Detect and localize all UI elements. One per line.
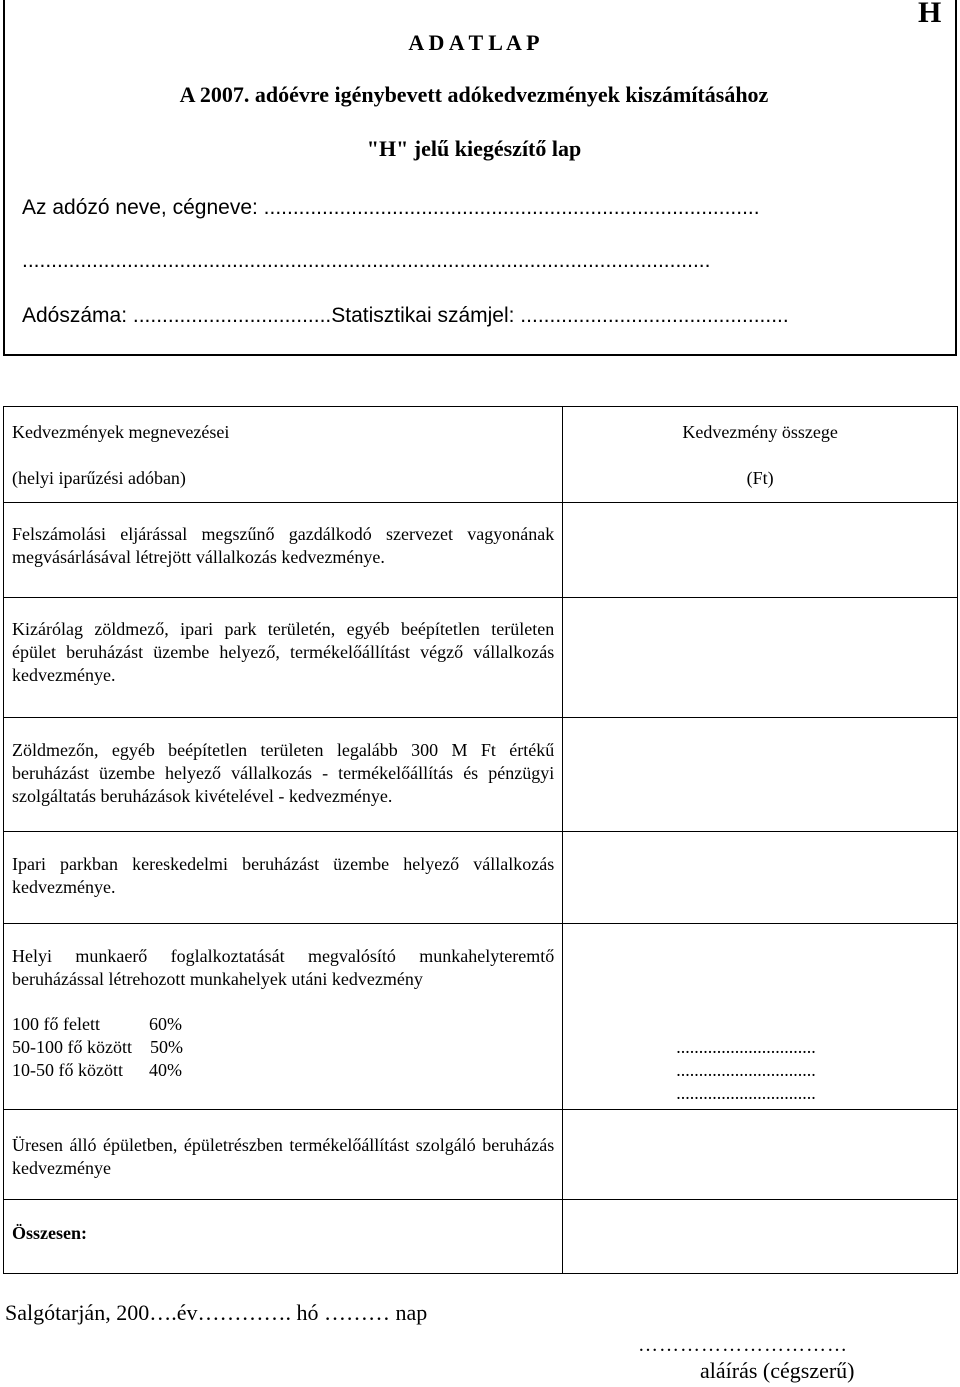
benefit-description: Ipari parkban kereskedelmi beruházást üzembe helyező vállalkozás kedvezménye.	[4, 832, 563, 924]
tier-row	[12, 1036, 554, 1059]
table-row	[4, 832, 958, 924]
tier-amount-field[interactable]: ...............................	[676, 1060, 816, 1080]
tier-label: 100 fő felett	[12, 1014, 100, 1034]
tier-row	[12, 1059, 554, 1082]
form-letter: H	[918, 0, 942, 29]
benefit-description: Kizárólag zöldmező, ipari park területén, egyéb beépítetlen területen épület beruházást üzembe helyező, termékelőállítást végző vállalkozás kedvezménye.	[4, 598, 563, 718]
tier-label: 10-50 fő között	[12, 1060, 123, 1080]
amount-cell[interactable]	[563, 1110, 958, 1200]
column-header-benefit-names	[4, 407, 563, 503]
page-title: A D A T L A P	[408, 30, 540, 55]
column-header-label: Kedvezmény összege	[682, 422, 838, 442]
table-row	[4, 598, 958, 718]
signature-label: aláírás (cégszerű)	[700, 1358, 855, 1383]
tier-row	[12, 1013, 554, 1036]
column-header-amount	[563, 407, 958, 503]
column-header-sublabel: (helyi iparűzési adóban)	[12, 468, 186, 488]
page-subtitle: A 2007. adóévre igénybevett adókedvezmények kiszámításához	[179, 82, 769, 107]
amount-cell[interactable]	[563, 598, 958, 718]
total-label: Összesen:	[4, 1200, 563, 1274]
tier-percent: 60%	[149, 1014, 182, 1034]
table-row	[4, 503, 958, 598]
table-row	[4, 718, 958, 832]
column-header-label: Kedvezmények megnevezései	[12, 422, 230, 442]
table-row	[4, 924, 958, 1110]
tax-id-field[interactable]: Adószáma: ..................................Statisztikai számjel: ..............................................	[22, 304, 789, 327]
benefits-table	[3, 406, 958, 1274]
table-row	[4, 1110, 958, 1200]
tier-amount-field[interactable]: ...............................	[676, 1037, 816, 1057]
sheet-name: "H" jelű kiegészítő lap	[366, 136, 582, 161]
tier-percent: 40%	[149, 1060, 182, 1080]
table-header-row	[4, 407, 958, 503]
place-date-line[interactable]: Salgótarján, 200….év…………. hó ……… nap	[5, 1300, 428, 1325]
total-row	[4, 1200, 958, 1274]
total-amount-cell[interactable]	[563, 1200, 958, 1274]
benefit-description: Üresen álló épületben, épületrészben termékelőállítást szolgáló beruházás kedvezménye	[4, 1110, 563, 1200]
benefit-description: Helyi munkaerő foglalkoztatását megvalósító munkahelyteremtő beruházással létrehozott munkahelyek utáni kedvezmény	[12, 946, 555, 989]
amount-cell[interactable]	[563, 832, 958, 924]
amount-cell	[563, 924, 958, 1110]
benefit-description: Zöldmezőn, egyéb beépítetlen területen legalább 300 M Ft értékű beruházást üzembe helyező vállalkozás - termékelőállítás és pénzügyi szolgáltatás beruházások kivételével - kedvezménye.	[4, 718, 563, 832]
amount-cell[interactable]	[563, 503, 958, 598]
tier-percent: 50%	[150, 1037, 183, 1057]
column-header-sublabel: (Ft)	[746, 468, 774, 488]
benefit-description: Felszámolási eljárással megszűnő gazdálkodó szervezet vagyonának megvásárlásával létrejött vállalkozás kedvezménye.	[4, 503, 563, 598]
taxpayer-name-field-continued[interactable]: ......................................................................................................................	[22, 249, 711, 272]
tier-amount-field[interactable]: ...............................	[676, 1083, 816, 1103]
tier-label: 50-100 fő között	[12, 1037, 132, 1057]
benefit-description-block	[4, 924, 563, 1110]
signature-line[interactable]: …………………………	[638, 1334, 848, 1356]
amount-cell[interactable]	[563, 718, 958, 832]
taxpayer-name-field[interactable]: Az adózó neve, cégneve: .....................................................................................	[22, 196, 760, 219]
